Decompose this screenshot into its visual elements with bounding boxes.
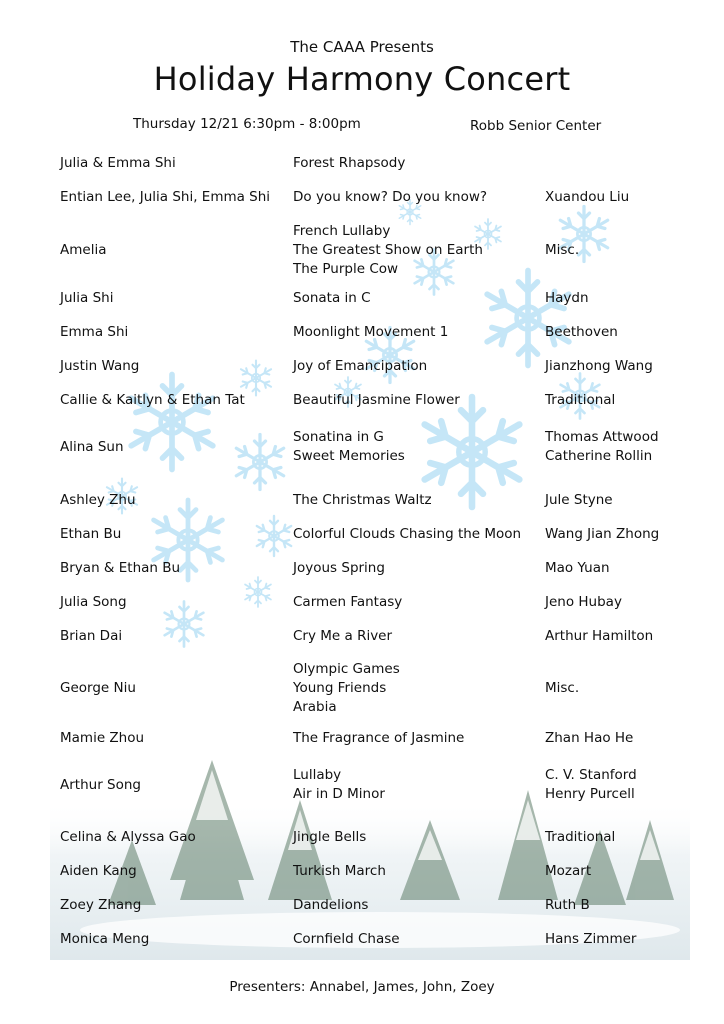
composer-name: Wang Jian Zhong <box>545 525 660 542</box>
piece-title: Turkish March <box>293 862 386 879</box>
piece-titles <box>293 860 543 882</box>
piece-titles <box>293 625 543 647</box>
performer-text: Brian Dai <box>60 627 123 644</box>
composer-names <box>545 424 715 470</box>
composer-names <box>545 355 715 377</box>
performer-text: Arthur Song <box>60 776 141 793</box>
performer-text: Emma Shi <box>60 323 129 340</box>
composer-names <box>545 489 715 511</box>
performer-text: Zoey Zhang <box>60 896 142 913</box>
performer-name <box>60 186 285 208</box>
performer-name <box>60 523 285 545</box>
composer-names <box>545 894 715 916</box>
event-location: Robb Senior Center <box>470 118 602 134</box>
composer-name: Misc. <box>545 679 580 696</box>
piece-titles <box>293 489 543 511</box>
performer-text: Celina & Alyssa Gao <box>60 828 196 845</box>
composer-name: Henry Purcell <box>545 786 635 802</box>
performer-name <box>60 727 285 749</box>
piece-titles <box>293 762 543 808</box>
composer-name: Mao Yuan <box>545 559 610 576</box>
composer-names <box>545 287 715 309</box>
piece-titles <box>293 658 543 718</box>
piece-title: Colorful Clouds Chasing the Moon <box>293 525 522 542</box>
performer-name <box>60 860 285 882</box>
program-row <box>0 860 724 882</box>
composer-names <box>545 389 715 411</box>
piece-title: Cornfield Chase <box>293 930 400 947</box>
piece-title: Carmen Fantasy <box>293 593 403 610</box>
piece-title: Air in D Minor <box>293 786 385 802</box>
composer-names <box>545 523 715 545</box>
piece-title: Moonlight Movement 1 <box>293 323 449 340</box>
piece-titles <box>293 287 543 309</box>
piece-titles <box>293 186 543 208</box>
piece-title: Lullaby <box>293 767 342 783</box>
performer-name <box>60 826 285 848</box>
composer-name: Misc. <box>545 241 580 258</box>
composer-names <box>545 625 715 647</box>
composer-name: Jianzhong Wang <box>545 357 653 374</box>
performer-text: Monica Meng <box>60 930 150 947</box>
piece-title: Sweet Memories <box>293 448 405 464</box>
program-row <box>0 928 724 950</box>
performer-name <box>60 658 285 718</box>
performer-text: Justin Wang <box>60 357 140 374</box>
program-row <box>0 355 724 377</box>
performer-text: Mamie Zhou <box>60 729 145 746</box>
program-row <box>0 557 724 579</box>
performer-name <box>60 355 285 377</box>
presenters-footer: Presenters: Annabel, James, John, Zoey <box>229 979 495 995</box>
performer-name <box>60 591 285 613</box>
piece-title: Beautiful Jasmine Flower <box>293 391 460 408</box>
program-row <box>0 489 724 511</box>
performer-text: Aiden Kang <box>60 862 137 879</box>
performer-name <box>60 424 285 470</box>
performer-name <box>60 557 285 579</box>
performer-text: George Niu <box>60 679 136 696</box>
piece-title: Do you know? Do you know? <box>293 188 488 205</box>
composer-name: Mozart <box>545 862 592 879</box>
performer-name <box>60 489 285 511</box>
composer-names <box>545 826 715 848</box>
composer-names <box>545 220 715 280</box>
performer-text: Ethan Bu <box>60 525 122 542</box>
program-row <box>0 625 724 647</box>
program-row <box>0 220 724 280</box>
composer-names <box>545 557 715 579</box>
piece-titles <box>293 424 543 470</box>
composer-name: Jeno Hubay <box>545 593 622 610</box>
program-row <box>0 762 724 808</box>
program-row <box>0 894 724 916</box>
performer-name <box>60 389 285 411</box>
piece-title: French Lullaby <box>293 222 391 239</box>
program-row <box>0 591 724 613</box>
composer-name: Hans Zimmer <box>545 930 637 947</box>
performer-name <box>60 220 285 280</box>
piece-title: Arabia <box>293 698 337 715</box>
performer-text: Julia Song <box>60 593 127 610</box>
piece-titles <box>293 557 543 579</box>
program-row <box>0 321 724 343</box>
performer-name <box>60 152 285 174</box>
performer-text: Julia & Emma Shi <box>60 154 176 171</box>
composer-name: Beethoven <box>545 323 618 340</box>
performer-text: Callie & Kaitlyn & Ethan Tat <box>60 391 245 408</box>
composer-name: Thomas Attwood <box>545 429 659 445</box>
piece-title: Cry Me a River <box>293 627 393 644</box>
performer-name <box>60 928 285 950</box>
piece-title: Olympic Games <box>293 660 400 677</box>
piece-title: Dandelions <box>293 896 369 913</box>
event-datetime: Thursday 12/21 6:30pm - 8:00pm <box>133 116 361 132</box>
program-row <box>0 389 724 411</box>
piece-title: Sonatina in G <box>293 429 384 445</box>
composer-name: Xuandou Liu <box>545 188 630 205</box>
composer-name: Jule Styne <box>545 491 613 508</box>
performer-text: Entian Lee, Julia Shi, Emma Shi <box>60 188 271 205</box>
piece-titles <box>293 727 543 749</box>
presenter-line: The CAAA Presents <box>290 38 434 56</box>
performer-text: Bryan & Ethan Bu <box>60 559 181 576</box>
performer-name <box>60 762 285 808</box>
program-row <box>0 424 724 470</box>
piece-titles <box>293 591 543 613</box>
composer-names <box>545 860 715 882</box>
program-row <box>0 658 724 718</box>
performer-text: Julia Shi <box>60 289 114 306</box>
composer-name: Haydn <box>545 289 589 306</box>
performer-name <box>60 321 285 343</box>
piece-titles <box>293 894 543 916</box>
program-row <box>0 523 724 545</box>
composer-names <box>545 928 715 950</box>
composer-names <box>545 658 715 718</box>
piece-titles <box>293 355 543 377</box>
piece-titles <box>293 389 543 411</box>
composer-names <box>545 186 715 208</box>
performer-name <box>60 894 285 916</box>
composer-names <box>545 591 715 613</box>
piece-title: Joyous Spring <box>293 559 385 576</box>
composer-name: Arthur Hamilton <box>545 627 654 644</box>
program-row <box>0 186 724 208</box>
composer-name: Zhan Hao He <box>545 729 634 746</box>
page-title: Holiday Harmony Concert <box>153 60 571 98</box>
piece-titles <box>293 321 543 343</box>
composer-name: Traditional <box>545 391 616 408</box>
program-row <box>0 826 724 848</box>
performer-text: Ashley Zhu <box>60 491 136 508</box>
piece-title: Joy of Emancipation <box>293 357 428 374</box>
composer-names <box>545 321 715 343</box>
program-row <box>0 287 724 309</box>
piece-title: Sonata in C <box>293 289 371 306</box>
performer-text: Amelia <box>60 241 107 258</box>
program-row <box>0 727 724 749</box>
piece-titles <box>293 523 543 545</box>
performer-name <box>60 625 285 647</box>
composer-names <box>545 152 715 174</box>
piece-title: The Greatest Show on Earth <box>293 241 483 258</box>
performer-name <box>60 287 285 309</box>
piece-title: Forest Rhapsody <box>293 154 406 171</box>
piece-title: The Purple Cow <box>293 260 399 277</box>
piece-title: The Christmas Waltz <box>293 491 432 508</box>
composer-name: Ruth B <box>545 896 590 913</box>
piece-titles <box>293 928 543 950</box>
piece-titles <box>293 220 543 280</box>
piece-title: Young Friends <box>293 679 387 696</box>
composer-names <box>545 727 715 749</box>
composer-name: Catherine Rollin <box>545 448 653 464</box>
composer-name: C. V. Stanford <box>545 767 637 783</box>
piece-titles <box>293 826 543 848</box>
composer-name: Traditional <box>545 828 616 845</box>
program-row <box>0 152 724 174</box>
performer-text: Alina Sun <box>60 438 124 455</box>
composer-names <box>545 762 715 808</box>
piece-titles <box>293 152 543 174</box>
piece-title: The Fragrance of Jasmine <box>293 729 465 746</box>
piece-title: Jingle Bells <box>293 828 367 845</box>
